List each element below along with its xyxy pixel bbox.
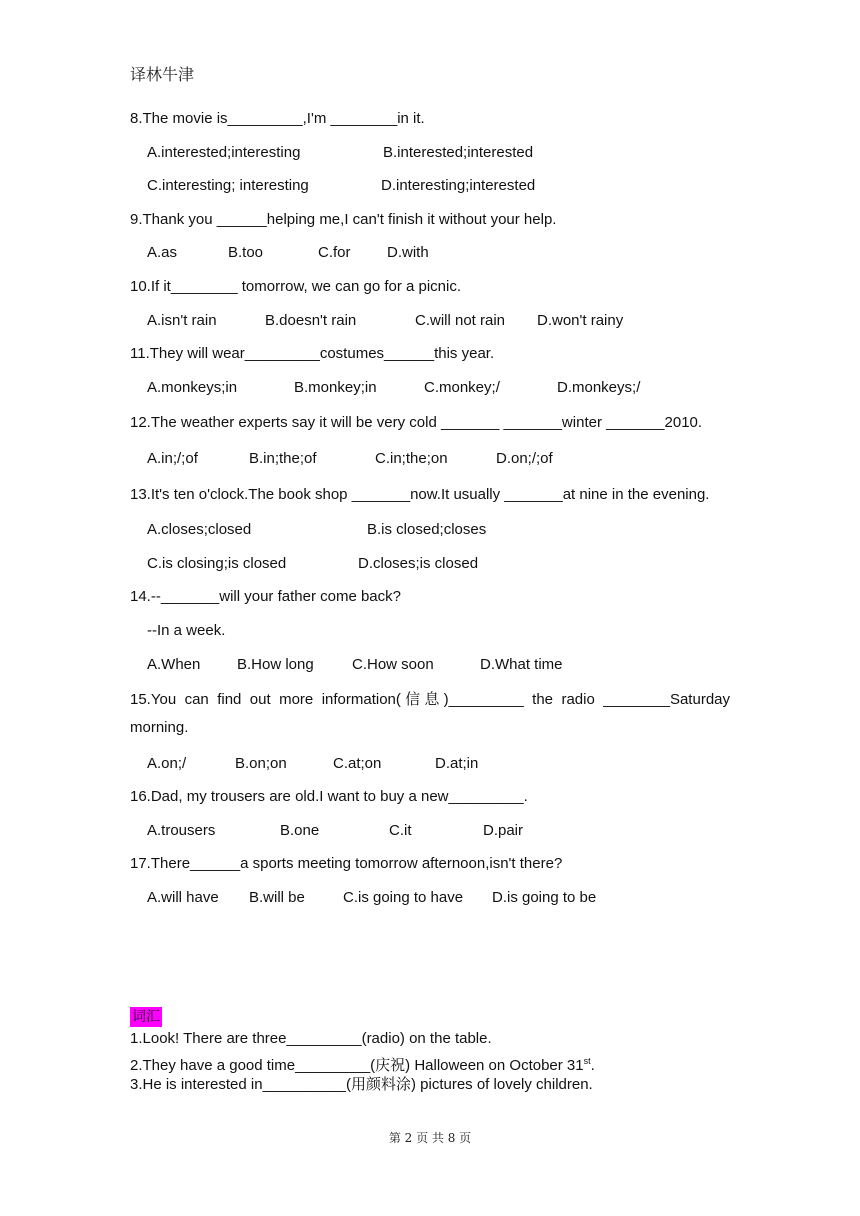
question-11: 11.They will wear_________costumes______this year. (130, 345, 495, 363)
options-row (130, 447, 730, 481)
option-b: B.one (280, 821, 320, 839)
option-b: B.will be (249, 889, 305, 907)
question-8: 8.The movie is_________,I'm ________in it. (130, 110, 425, 127)
question-17: 17.There______a sports meeting tomorrow afternoon,isn't there? (130, 855, 563, 873)
vocab-title: 词汇 (132, 1009, 160, 1025)
option-a: A.When (147, 655, 201, 673)
option-a: A.interested;interesting (147, 143, 301, 161)
question-16: 16.Dad, my trousers are old.I want to buy a new_________. (130, 788, 528, 806)
vocab-line-2 (130, 1050, 595, 1073)
option-b: B.interested;interested (383, 143, 534, 161)
option-d: D.at;in (435, 754, 479, 772)
reply-line (130, 619, 730, 653)
option-d: D.with (387, 244, 429, 262)
option-b: B.monkey;in (294, 378, 377, 396)
questions-section (130, 107, 730, 920)
vocab-line-2-text: 2.They have a good time_________(庆祝) Halloween on October 31 (130, 1057, 584, 1074)
option-b: B.too (228, 244, 264, 262)
option-d: D.pair (483, 821, 524, 839)
options-row (130, 552, 730, 586)
question-15: 15.You can find out more information(信息)_________ the radio ________Saturday morning. (130, 691, 730, 737)
option-a: A.as (147, 244, 178, 262)
options-row (130, 141, 730, 175)
option-a: A.in;/;of (147, 449, 198, 467)
option-c: C.will not rain (415, 311, 506, 329)
options-row (130, 752, 730, 786)
option-c: C.it (389, 821, 412, 839)
options-row (130, 174, 730, 208)
option-c: C.How soon (352, 655, 434, 673)
option-b: B.How long (237, 655, 314, 673)
question-10: 10.If it________ tomorrow, we can go for a picnic. (130, 277, 462, 295)
vocab-line-3: 3.He is interested in__________(用颜料涂) pictures of lovely children. (130, 1076, 593, 1093)
option-a: A.will have (147, 889, 219, 907)
question-12: 12.The weather experts say it will be very cold _______ _______winter _______2010. (130, 414, 703, 432)
option-d: D.on;/;of (496, 449, 553, 467)
option-b: B.is closed;closes (367, 521, 487, 539)
options-row (130, 376, 730, 410)
question-9: 9.Thank you ______helping me,I can't finish it without your help. (130, 210, 557, 228)
options-row (130, 309, 730, 343)
option-c: C.at;on (333, 754, 382, 772)
option-a: A.monkeys;in (147, 378, 238, 396)
option-c: C.in;the;on (375, 449, 448, 467)
option-d: D.closes;is closed (358, 554, 479, 572)
vocab-section (130, 1007, 595, 1096)
option-b: B.in;the;of (249, 449, 317, 467)
page-header: 译林牛津 (130, 65, 195, 84)
page-footer: 第 2 页 共 8 页 (388, 1131, 472, 1145)
option-d: D.What time (480, 655, 563, 673)
reply-text: --In a week. (147, 621, 226, 639)
question-14: 14.--_______will your father come back? (130, 588, 401, 606)
option-d: D.won't rainy (537, 311, 624, 329)
question-13: 13.It's ten o'clock.The book shop _______now.It usually _______at nine in the evening. (130, 485, 710, 503)
options-row (130, 241, 730, 275)
option-d: D.is going to be (492, 889, 597, 907)
option-d: D.monkeys;/ (557, 378, 641, 396)
option-a: A.isn't rain (147, 311, 217, 329)
option-a: A.closes;closed (147, 521, 252, 539)
option-c: C.interesting; interesting (147, 177, 309, 195)
options-row (130, 886, 730, 920)
option-b: B.on;on (235, 754, 287, 772)
options-row (130, 819, 730, 853)
vocab-line-2-superscript: st (583, 1056, 591, 1066)
options-row (130, 653, 730, 687)
option-c: C.is closing;is closed (147, 554, 287, 572)
vocab-line-2-end: . (590, 1057, 595, 1074)
option-b: B.doesn't rain (265, 311, 357, 329)
option-c: C.monkey;/ (424, 378, 500, 396)
option-c: C.is going to have (343, 889, 464, 907)
option-a: A.on;/ (147, 754, 187, 772)
option-d: D.interesting;interested (381, 177, 536, 195)
option-a: A.trousers (147, 821, 216, 839)
option-c: C.for (318, 244, 351, 262)
options-row (130, 518, 730, 552)
vocab-title-row (130, 1007, 595, 1027)
vocab-line-1: 1.Look! There are three_________(radio) on the table. (130, 1030, 492, 1047)
